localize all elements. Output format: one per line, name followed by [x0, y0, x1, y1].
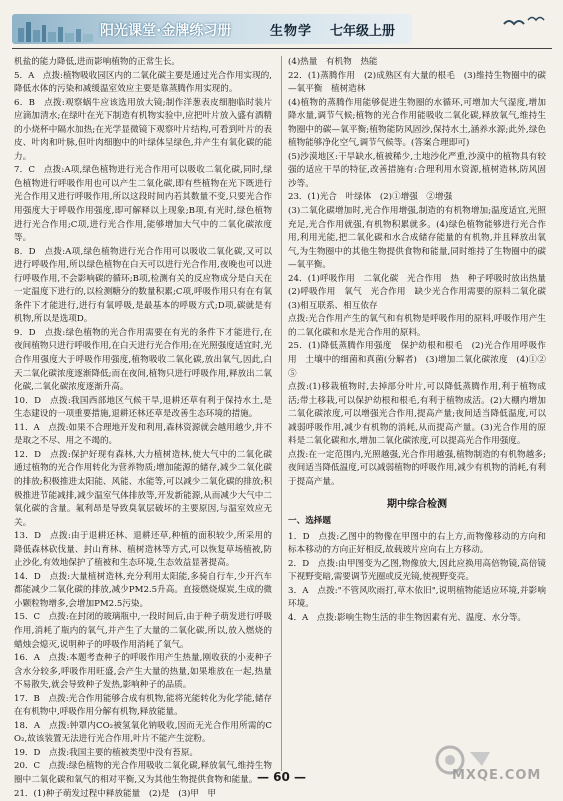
answer-paragraph: 20．C 点拨:绿色植物的光合作用吸收二氧化碳,释放氧气,维持生物圈中二氧化碳和氧气的相对平衡,又为其他生物提供食物和能量。 [14, 761, 272, 785]
answer-column-right [288, 56, 555, 771]
answer-paragraph: 2．D 点拨:由甲图变为乙图,物像放大,因此应换用高倍物镜,高倍镜下视野变暗,需要调节光圈或反光镜,使视野变亮。 [288, 558, 546, 583]
answer-paragraph: 11．A 点拨:如果不合理地开发和利用,森林资源就会越用越少,并不是取之不尽、用之不竭的。 [14, 422, 272, 447]
column-divider [281, 56, 282, 771]
answer-paragraph: 9．D 点拨:绿色植物的光合作用需要在有光的条件下才能进行,在夜间植物只进行呼吸作用,在白天进行光合作用;在光照强度适宜时,光合作用强度大于呼吸作用强度,植物吸收二氧化碳,放出氧气,因此,白天二氧化碳浓度逐渐降低;而在夜间,植物只进行呼吸作用,释放出二氧化碳,二氧化碳浓度逐渐升高。 [14, 327, 272, 393]
answer-column-left [14, 56, 272, 799]
subject-label: 生物学 [270, 24, 313, 39]
birds-icon [500, 12, 548, 34]
answer-paragraph: 10．D 点拨:我国西部地区气候干旱,退耕还草有利于保持水土,是生态建设的一项重要措施,退耕还林还草是改善生态环境的措施。 [14, 395, 272, 420]
answer-paragraph: 8．D 点拨:A项,绿色植物进行光合作用可以吸收二氧化碳,又可以进行呼吸作用,所以绿色植物在白天可以进行光合作用,夜晚也可以进行呼吸作用,不会影响碳的循环;B项,检测有关的反应物成分是白天在一定温度下进行的,以检测糖分的数量积累;C项,呼吸作用只有在有氧条件下才能进行,进行有氧呼吸,是最基本的呼吸方式;D项,碳就是有机物,所以是选项D。 [14, 246, 272, 325]
answer-paragraph: 21．(1)种子萌发过程中释放能量 (2)是 (3)甲 甲 [14, 788, 217, 799]
answer-paragraph: 5．A 点拨:植物吸收园区内的二氧化碳主要是通过光合作用实现的,降低水体的污染和减缓温室效应主要是靠蒸腾作用实现的。 [14, 70, 272, 95]
answer-paragraph: 24．(1)呼吸作用 二氧化碳 光合作用 热 种子呼吸时放出热量 (2)呼吸作用 氧气 光合作用 缺少光合作用需要的原料二氧化碳 (3)相互联系、相互依存 [288, 273, 555, 311]
answer-paragraph: (3)二氧化碳增加时,光合作用增强,制造的有机物增加;温度适宜,光照充足,光合作用就强,有机物积累就多。(4)绿色植物能够进行光合作用,利用光能,把二氧化碳和水合成储存能量的有机物,并且释放出氧气,为生物圈中的其他生物提供食物和能量,同时维持了生物圈中的碳—氧平衡。 [288, 206, 546, 271]
subsection-title: 一、选择题 [288, 516, 331, 527]
answer-paragraph: 点拨:在一定范围内,光照越强,光合作用越强,植物制造的有机物越多;夜间适当降低温度,可以减弱植物的呼吸作用,减少有机物的消耗,有利于提高产量。 [288, 449, 546, 487]
answer-paragraph: 18．A 点拨:钟罩内CO₂被氢氧化钠吸收,因而无光合作用所需的CO₂,故该装置无法进行光合作用,叶片不能产生淀粉。 [14, 720, 272, 745]
city-skyline-icon [16, 18, 100, 42]
answer-paragraph: (4)植物的蒸腾作用能够促进生物圈的水循环,可增加大气湿度,增加降水量,调节气候;植物的光合作用能吸收二氧化碳,释放氧气,维持生物圈中的碳—氧平衡;植物能防风固沙,保持水土,涵养水源;此外,绿色植物能够净化空气,调节气候等。(答案合理即可) [288, 97, 546, 149]
answer-paragraph: 机盐的能力降低,进而影响植物的正常生长。 [14, 57, 181, 67]
answer-paragraph: 点拨:(1)移栽植物时,去掉部分叶片,可以降低蒸腾作用,利于植物成活;带土移栽,可以保护幼根和根毛,有利于植物成活。(2)大棚内增加二氧化碳浓度,可以增强光合作用,提高产量;夜间适当降低温度,可以减弱呼吸作用,减少有机物的消耗,从而提高产量。(3)光合作用的原料是二氧化碳和水,增加二氧化碳浓度,可以提高光合作用强度。 [288, 382, 546, 447]
answer-paragraph: 15．C 点拨:在封闭的玻璃瓶中,一段时间后,由于种子萌发进行呼吸作用,消耗了瓶内的氧气,并产生了大量的二氧化碳,所以,放入燃烧的蜡烛会熄灭,说明种子的呼吸作用消耗了氧气。 [14, 612, 272, 650]
answer-paragraph: 19．D 点拨:我国主要的植被类型中没有苔原。 [14, 747, 199, 758]
answer-paragraph: 7．C 点拨:A项,绿色植物进行光合作用可以吸收二氧化碳,同时,绿色植物进行呼吸作用也可以产生二氧化碳,即有些植物在光下既进行光合作用又进行呼吸作用,所以这段时间内若其数量不变,只要光合作用强度大于呼吸作用强度,即可解释以上现象;B项,有光时,绿色植物进行光合作用;C项,进行光合作用,能够增加大气中的二氧化碳浓度等。 [14, 165, 272, 244]
publication-brand: 阳光课堂·金牌练习册 [100, 23, 232, 39]
answer-paragraph: 16．A 点拨:本题考查种子的呼吸作用产生热量,刚收获的小麦种子含水分较多,呼吸作用旺盛,会产生大量的热量,如果堆放在一起,热量不易散失,就会导致种子发热,影响种子的品质。 [14, 653, 272, 691]
answer-paragraph: (5)沙漠地区:干旱缺水,植被稀少,土地沙化严重,沙漠中的植物具有较强的适应干旱的特征,改善措施有:合理利用水资源,植树造林,防风固沙等。 [288, 151, 546, 189]
watermark-text: MXQE.COM [452, 768, 542, 783]
answer-paragraph: 点拨:光合作用产生的氧气和有机物是呼吸作用的原料,呼吸作用产生的二氧化碳和水是光合作用的原料。 [288, 314, 546, 338]
answer-paragraph: 22．(1)蒸腾作用 (2)成熟区有大量的根毛 (3)维持生物圈中的碳—氧平衡 植树造林 [288, 70, 546, 95]
answer-paragraph: 3．A 点拨:"不管风吹雨打,草木依旧",说明植物能适应环境,并影响环境。 [288, 585, 546, 610]
answer-paragraph: 23．(1)光合 叶绿体 (2)①增强 ②增强 [288, 192, 453, 203]
answer-paragraph: 12．D 点拨:保护好现有森林,大力植树造林,使大气中的二氧化碳通过植物的光合作用转化为营养物质;增加能源的储存,减少二氧化碳的排放;积极推进太阳能、风能、水能等,可以减少二氧化碳的排放;积极推进节能减排,减少温室气体排放等,开发新能源,从而减少大气中二氧化碳的含量。氟利昂是导致臭氧层破坏的主要原因,与温室效应无关。 [14, 449, 272, 528]
header-rule [12, 48, 552, 49]
page-number: — 60 — [256, 770, 307, 784]
answer-paragraph: 6．B 点拨:观察蜗牛应该选用放大镜;制作洋葱表皮细胞临时装片应滴加清水;在绿叶在光下制造有机物实验中,应把叶片放入盛有酒精的小烧杯中隔水加热;在光学显微镜下观察叶片结构,可看到叶片的表皮、叶肉和叶脉,但叶肉细胞中的叶绿体呈绿色,并产生有氧化碳的能力。 [14, 97, 272, 162]
answer-paragraph: 25．(1)降低蒸腾作用强度 保护幼根和根毛 (2)光合作用呼吸作用 土壤中的细菌和真菌(分解者) (3)增加二氧化碳浓度 (4)①②⑤ [288, 341, 546, 379]
answer-paragraph: 4．A 点拨:影响生物生活的非生物因素有光、温度、水分等。 [288, 612, 527, 623]
answer-paragraph: 14．D 点拨:大量植树造林,充分利用太阳能,多骑自行车,少开汽车都能减少二氧化碳的排放,减少PM2.5升高。直接燃烧煤炭,生成的微小颗粒物增多,会增加PM2.5污染。 [14, 571, 272, 609]
section-title: 期中综合检测 [387, 498, 447, 510]
grade-label: 七年级上册 [330, 24, 396, 39]
answer-paragraph: (4)热量 有机物 热能 [288, 57, 378, 67]
page-header [0, 0, 563, 58]
answer-paragraph: 13．D 点拨:由于退耕还林、退耕还草,种植的面积较少,所采用的降低森林砍伐量、封山育林、植树造林等方式,可以恢复草场植被,防止沙化,有效地保护了植被和生态环境,生态效益显著提高。 [14, 531, 272, 569]
answer-paragraph: 17．B 点拨:光合作用能够合成有机物,能将光能转化为化学能,储存在有机物中,呼吸作用分解有机物,释放能量。 [14, 693, 272, 718]
answer-paragraph: 1．D 点拨:乙图中的物像在甲图中的右上方,而物像移动的方向和标本移动的方向正好相反,故载玻片应向右上方移动。 [288, 531, 546, 556]
